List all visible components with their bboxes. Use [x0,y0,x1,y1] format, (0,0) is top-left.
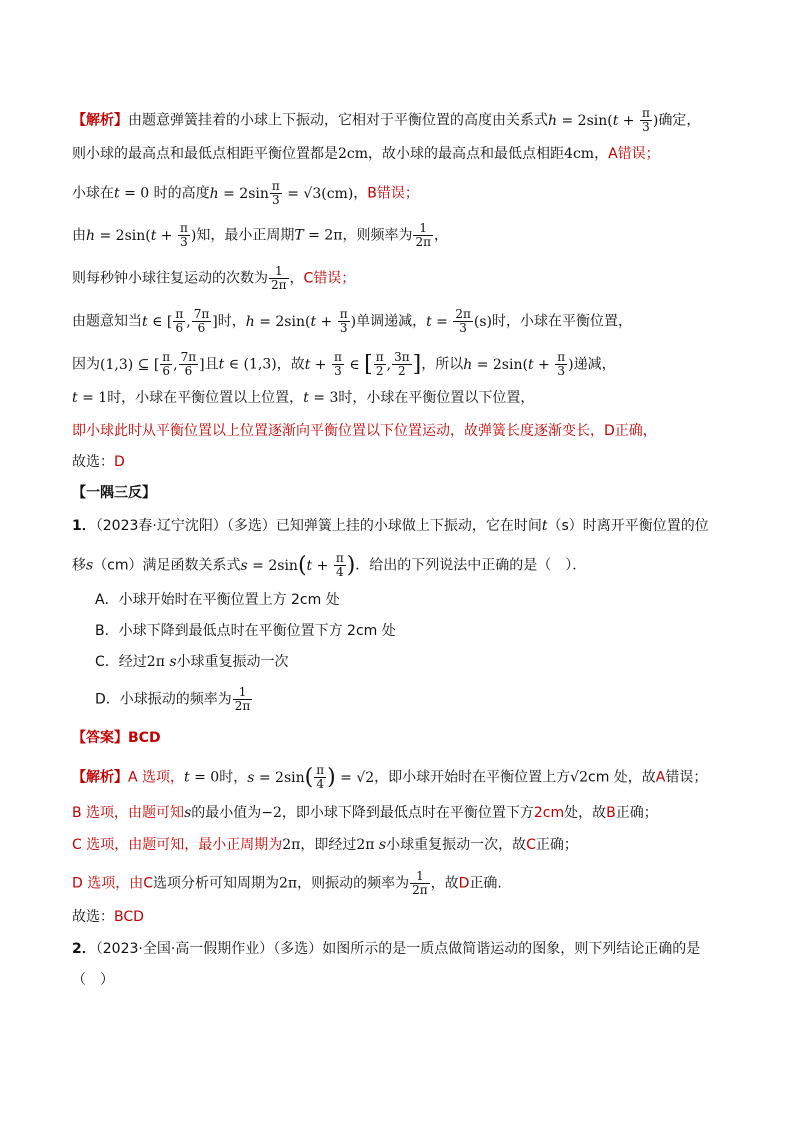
q1-option-a: A．小球开始时在平衡位置上方 2cm 处 [95,592,340,608]
text: ．给出的下列说法中正确的是（ ）． [355,557,587,574]
formula: t [541,518,548,534]
formula: (1,3) ⊆ [ $\frac{\pi}{6}$ , $\frac{7\pi}{6}$ ] [100,350,205,378]
text: 递减， [573,356,616,373]
text: 则小球的最高点和最低点相距平衡位置都是 [72,146,338,162]
formula: 2π [282,837,301,853]
formula: s [86,557,94,574]
analysis-line-5: 则每秒钟小球往复运动的次数为 $\frac{1}{2\pi}$ ，C错误； [72,264,356,292]
analysis-tag: 【解析】 [72,112,128,129]
choice-value: BCD [114,909,144,925]
option-letter: C [303,270,314,287]
formula: √2 [570,769,588,786]
option-letter: C [526,837,536,853]
text: ，故 [276,356,305,373]
text: 错误； [665,769,708,786]
text: 知，最小正周期 [196,227,295,244]
q2-number: 2． [72,941,96,957]
formula: 2π s [356,837,387,853]
q2-line-2 [72,970,734,990]
text: 小球重复振动一次 [176,654,289,670]
option-letter: B [606,805,616,821]
formula: 4cm [564,146,595,162]
text: 由题意知当 [72,313,142,330]
analysis-line-1 [72,107,734,134]
option-letter: D [458,875,470,892]
analysis-line-9 [72,421,734,441]
q1-option-c [95,652,289,672]
formula: t = 0 [114,185,150,202]
q1-line-1 [72,516,734,536]
text: 处，故 [564,805,607,821]
option-letter: D [604,423,615,439]
text: 正确， [614,423,657,439]
choice-label: 故选： [72,454,114,470]
formula: T = 2π [294,227,343,244]
q2-source: （2023·全国·高一假期作业）（多选） [95,941,323,957]
choice-line-2 [72,907,734,927]
q1-exp-line-3 [72,835,734,855]
formula: t = 1 [72,390,108,406]
text: C 选项，由题可知，最小正周期为 [72,837,283,853]
text: 选项分析可知周期为 [153,875,280,892]
analysis-line-3: 小球在t = 0 时的高度h = 2sin $\frac{\pi}{3}$ = √3(cm)，B错误； [72,179,419,207]
q1-answer-line [72,728,734,748]
formula: $\frac{1}{2\pi}$ [412,869,428,897]
text: 时，小球在平衡位置以下位置， [338,390,535,406]
formula: s [184,805,192,821]
text: 的最小值为 [191,805,262,821]
q1-exp-line-2 [72,803,734,823]
formula: h = 2sin(t + $\frac{\pi}{3}$ ) [245,307,357,335]
exp-tag: 【解析】 [72,769,128,786]
formula: t = 0 [184,769,220,786]
text: （s）时离开平衡位置的位 [547,518,709,534]
text: 且 [204,356,219,373]
text: 即小球此时从平衡位置以上位置逐渐向平衡位置以下位置运动，故弹簧长度逐渐变长， [72,423,604,439]
text: 错误； [617,146,660,162]
text: 时，小球在平衡位置以上位置， [107,390,304,406]
text: D 选项，由 [72,875,144,892]
text: 由题意弹簧挂着的小球上下振动，它相对于平衡位置的高度由关系式 [128,112,548,129]
text: 已知弹簧上挂的小球做上下振动，它在时间 [275,518,542,534]
section-title: 【一隅三反】 [72,485,156,501]
text: ，即经过 [300,837,357,853]
text: 错误； [376,185,419,202]
q1-number: 1． [72,518,96,534]
text: ，故 [430,875,459,892]
choice-label: 故选： [72,909,114,925]
q1-source: （2023春·辽宁沈阳）（多选） [95,518,276,534]
formula: h = 2sin $\frac{\pi}{3}$ = √3(cm) [209,179,354,207]
text: 错误； [313,270,356,287]
answer-value: BCD [128,730,161,746]
analysis-line-2: 则小球的最高点和最低点相距平衡位置都是2cm，故小球的最高点和最低点相距4cm，A错误； [72,146,660,162]
text: 移 [72,557,86,574]
q1-exp-line-1 [72,764,734,791]
choice-line-1 [72,452,734,472]
text: 确定， [658,112,701,129]
text: cm 处，故 [588,769,656,786]
text: 时， [217,313,246,330]
text: D．小球振动的频率为 [95,691,232,708]
text: C．经过 [95,654,147,670]
formula: 2π [279,875,298,892]
q1-option-b: B．小球下降到最低点时在平衡位置下方 2cm 处 [95,623,396,639]
text: ，所以 [421,356,464,373]
formula: t + $\frac{\pi}{3}$ ∈ [ $\frac{\pi}{2}$ , $\frac{3\pi}{2}$ ] [304,350,422,378]
text: 小球重复振动一次，故 [386,837,527,853]
text: ，则振动的频率为 [297,875,410,892]
q1-option-d [95,686,253,713]
analysis-line-7 [72,351,734,378]
text: 正确； [615,805,658,821]
formula: t = 3 [303,390,339,406]
text: 正确； [535,837,578,853]
analysis-line-8 [72,388,734,408]
formula: s = 2sin(t + $\frac{\pi}{4}$ ) [240,551,356,579]
formula: $\frac{1}{2\pi}$ [271,264,287,292]
option-letter: B [367,185,377,202]
formula: t = $\frac{2\pi}{3}$ (s) [426,307,492,335]
answer-tag: 【答案】 [72,730,128,746]
formula: −2 [261,805,282,821]
analysis-line-4: 由h = 2sin(t + $\frac{\pi}{3}$ )知，最小正周期T = 2π，则频率为 $\frac{1}{2\pi}$ ， [72,221,448,249]
text: 由 [72,227,86,244]
text: ，则频率为 [342,227,413,244]
q1-exp-line-4 [72,870,734,897]
analysis-line-6 [72,308,734,335]
text: ，故小球的最高点和最低点相距 [368,146,565,162]
text: 2cm [533,805,565,821]
formula: $\frac{1}{2\pi}$ [234,685,251,713]
formula: s = 2sin( $\frac{\pi}{4}$ ) = √2 [247,763,375,791]
text: A 选项， [128,769,185,786]
text: 因为 [72,356,100,373]
text: ，即小球开始时在平衡位置上方 [374,769,571,786]
choice-value: D [114,454,125,470]
text: 如图所示的是一质点做简谐运动的图象，则下列结论正确的是 [322,941,701,957]
text: 则每秒钟小球往复运动的次数为 [72,270,268,287]
text: 单调递减， [356,313,427,330]
formula: t ∈ (1,3) [218,356,277,373]
formula: 2cm [338,146,369,162]
formula: h = 2sin(t + $\frac{\pi}{3}$ ) [548,106,659,134]
option-letter: A [608,146,618,162]
option-letter: C [143,875,154,892]
text: 时的高度 [153,185,210,202]
formula: h = 2sin(t + $\frac{\pi}{3}$ ) [86,221,197,249]
formula: $\frac{1}{2\pi}$ [415,221,431,249]
text: B 选项，由题可知 [72,805,185,821]
text: 时， [219,769,248,786]
text: ，即小球下降到最低点时在平衡位置下方 [281,805,534,821]
option-letter: A [655,769,666,786]
text: 小球在 [72,185,114,202]
q1-line-2 [72,552,734,579]
formula: 2π s [146,654,177,670]
formula: h = 2sin(t + $\frac{\pi}{3}$ ) [463,350,574,378]
text: 正确. [469,875,502,892]
q2-paren: （ ） [72,972,114,988]
text: 时，小球在平衡位置， [492,313,632,330]
formula: t ∈ [ $\frac{\pi}{6}$ , $\frac{7\pi}{6}$ ] [142,307,218,335]
q2-line-1 [72,939,734,959]
text: （cm）满足函数关系式 [93,557,241,574]
